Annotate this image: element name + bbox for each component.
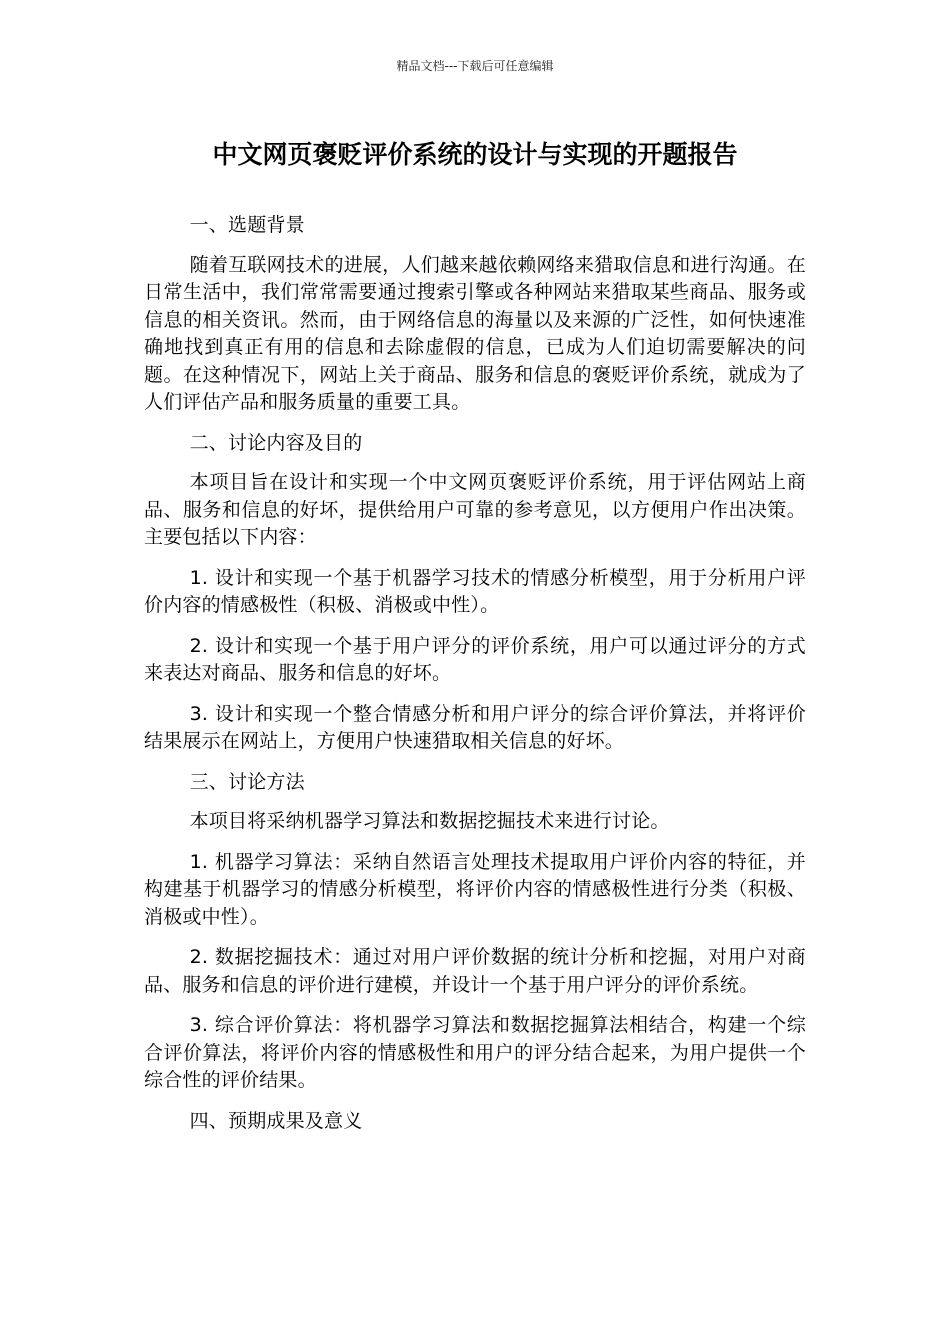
list-item: 3. 设计和实现一个整合情感分析和用户评分的综合评价算法，并将评价结果展示在网站上，方便用户快速猎取相关信息的好坏。 bbox=[144, 702, 806, 752]
section-heading: 一、选题背景 bbox=[189, 214, 305, 236]
list-item: 2. 数据挖掘技术：通过对用户评价数据的统计分析和挖掘，对用户对商品、服务和信息的评价进行建模，并设计一个基于用户评分的评价系统。 bbox=[144, 946, 806, 996]
paragraph: 本项目将采纳机器学习算法和数据挖掘技术来进行讨论。 bbox=[189, 810, 670, 832]
list-item: 3. 综合评价算法：将机器学习算法和数据挖掘算法相结合，构建一个综合评价算法，将评价内容的情感极性和用户的评分结合起来，为用户提供一个综合性的评价结果。 bbox=[144, 1014, 806, 1091]
document-body bbox=[144, 212, 806, 1147]
list-item: 1. 机器学习算法：采纳自然语言处理技术提取用户评价内容的特征，并构建基于机器学习的情感分析模型，将评价内容的情感极性进行分类（积极、消极或中性）。 bbox=[144, 850, 806, 928]
paragraph: 随着互联网技术的进展，人们越来越依赖网络来猎取信息和进行沟通。在日常生活中，我们常常需要通过搜索引擎或各种网站来猎取某些商品、服务或信息的相关资讯。然而，由于网络信息的海量以及来源的广泛性，如何快速准确地找到真正有用的信息和去除虚假的信息，已成为人们迫切需要解决的问题。在这种情况下，网站上关于商品、服务和信息的褒贬评价系统，就成为了人们评估产品和服务质量的重要工具。 bbox=[144, 253, 806, 413]
document-title: 中文网页褒贬评价系统的设计与实现的开题报告 bbox=[212, 140, 738, 169]
section-heading: 三、讨论方法 bbox=[189, 770, 305, 793]
list-item: 2. 设计和实现一个基于用户评分的评价系统，用户可以通过评分的方式来表达对商品、服务和信息的好坏。 bbox=[144, 634, 806, 684]
paragraph: 本项目旨在设计和实现一个中文网页褒贬评价系统，用于评估网站上商品、服务和信息的好坏，提供给用户可靠的参考意见，以方便用户作出决策。主要包括以下内容： bbox=[144, 471, 806, 548]
section-heading: 四、预期成果及意义 bbox=[189, 1109, 363, 1132]
header-note: 精品文档---下载后可任意编辑 bbox=[396, 59, 554, 73]
section-heading: 二、讨论内容及目的 bbox=[189, 431, 363, 454]
list-item: 1. 设计和实现一个基于机器学习技术的情感分析模型，用于分析用户评价内容的情感极性（积极、消极或中性）。 bbox=[144, 566, 806, 616]
